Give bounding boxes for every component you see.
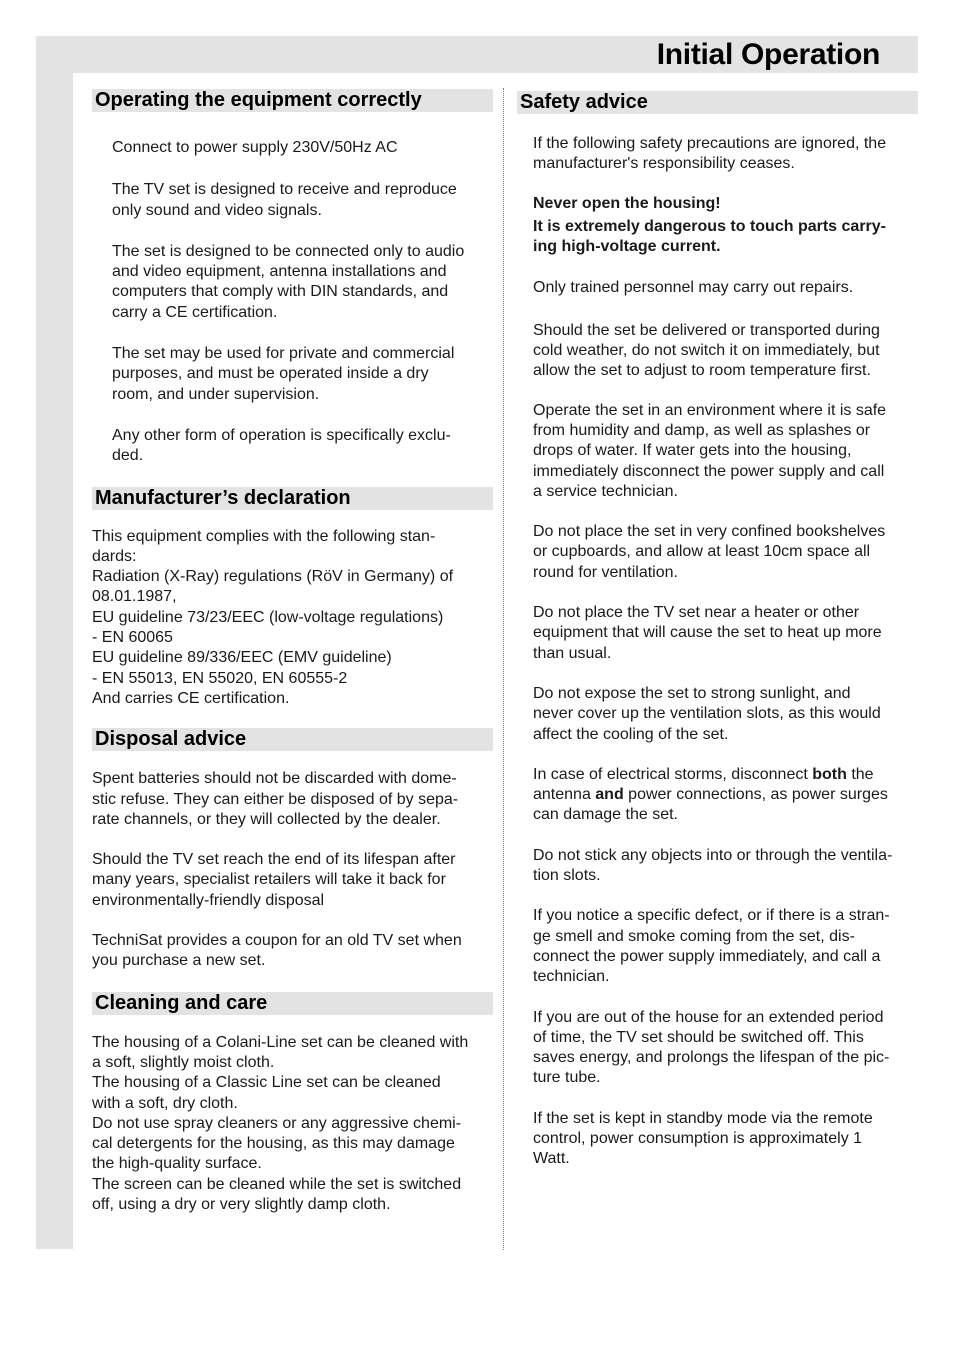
safety-paragraph: Should the set be delivered or transported during cold weather, do not switch it on immediately, but allow the set to adjust to room temperature first. [533, 321, 880, 380]
right-column [516, 86, 918, 1170]
manufacturer-text: This equipment complies with the following stan- dards: Radiation (X-Ray) regulations (RöV in Germany) of 08.01.1987, EU guideline 73/23/EEC (low-voltage regulations) - EN 60065 EU guideline 89/336/EEC (EMV guideline) - EN 55013, EN 55020, EN 60555-2 And carries CE certification. [92, 527, 454, 707]
page-title: Initial Operation [656, 38, 880, 71]
operating-paragraph: The set is designed to be connected only to audio and video equipment, antenna installations and computers that comply with DIN standards, and carry a CE certification. [112, 242, 465, 321]
safety-warning-title: Never open the housing! [533, 194, 721, 212]
safety-paragraph: Do not stick any objects into or through the ventila- tion slots. [533, 846, 893, 885]
safety-paragraph: If you notice a specific defect, or if there is a stran- ge smell and smoke coming from the set, dis- connect the power supply immediately, and call a technician. [533, 907, 890, 986]
cleaning-text: The housing of a Colani-Line set can be cleaned with a soft, slightly moist cloth. The housing of a Classic Line set can be cleaned with a soft, dry cloth. Do not use spray cleaners or any aggressive chemi- cal detergents for the housing, as this may damage the high-quality surface. The screen can be cleaned while the set is switched off, using a dry or very slightly damp cloth. [92, 1033, 469, 1213]
operating-paragraph: Any other form of operation is specifically exclu- ded. [112, 426, 451, 465]
safety-paragraph: Operate the set in an environment where it is safe from humidity and damp, as well as splashes or drops of water. If water gets into the housing, immediately disconnect the power supply and call a service technician. [533, 401, 887, 500]
operating-paragraph: Connect to power supply 230V/50Hz AC [112, 139, 398, 156]
storm-bold-both: both [812, 765, 847, 783]
safety-paragraph: Do not expose the set to strong sunlight, and never cover up the ventilation slots, as this would affect the cooling of the set. [533, 684, 881, 743]
section-heading-safety: Safety advice [517, 91, 918, 114]
safety-paragraph: Only trained personnel may carry out repairs. [533, 279, 854, 297]
left-column [92, 86, 493, 1215]
section-heading-disposal: Disposal advice [92, 728, 493, 751]
safety-paragraph: If the set is kept in standby mode via the remote control, power consumption is approximately 1 Watt. [533, 1109, 873, 1168]
section-heading-cleaning: Cleaning and care [92, 992, 493, 1015]
column-divider [503, 88, 504, 1250]
section-manufacturer [92, 487, 493, 710]
safety-paragraph-storms [516, 765, 918, 826]
section-heading-manufacturer: Manufacturer’s declaration [92, 487, 493, 510]
disposal-paragraph: Spent batteries should not be discarded with dome- stic refuse. They can either be disposed of by sepa- rate channels, or they will collected by the dealer. [92, 770, 459, 828]
storm-text: the antenna [533, 765, 874, 804]
section-cleaning [92, 992, 493, 1216]
safety-paragraph: If you are out of the house for an extended period of time, the TV set should be switched off. This saves energy, and prolongs the lifespan of the pic- ture tube. [533, 1008, 890, 1087]
safety-paragraph: Do not place the TV set near a heater or other equipment that will cause the set to heat up more than usual. [533, 604, 882, 662]
left-margin-strip [36, 36, 73, 1249]
storm-bold-and: and [595, 786, 624, 804]
storm-text: power connections, as power surges can damage the set. [533, 786, 888, 824]
disposal-paragraph: TechniSat provides a coupon for an old TV set when you purchase a new set. [92, 932, 462, 970]
disposal-paragraph: Should the TV set reach the end of its lifespan after many years, specialist retailers will take it back for environmentally-friendly disposal [92, 851, 456, 909]
section-heading-operating: Operating the equipment correctly [92, 89, 493, 112]
operating-paragraph: The set may be used for private and commercial purposes, and must be operated inside a dry room, and under supervision. [112, 345, 455, 403]
section-disposal [92, 728, 493, 971]
storm-text: In case of electrical storms, disconnect [533, 765, 813, 783]
safety-warning-text: It is extremely dangerous to touch parts carry- ing high-voltage current. [533, 217, 886, 256]
safety-intro: If the following safety precautions are ignored, the manufacturer's responsibility ceases. [533, 135, 887, 173]
operating-paragraph: The TV set is designed to receive and reproduce only sound and video signals. [112, 181, 457, 219]
section-operating [92, 89, 493, 467]
safety-paragraph: Do not place the set in very confined bookshelves or cupboards, and allow at least 10cm space all round for ventilation. [533, 523, 886, 581]
